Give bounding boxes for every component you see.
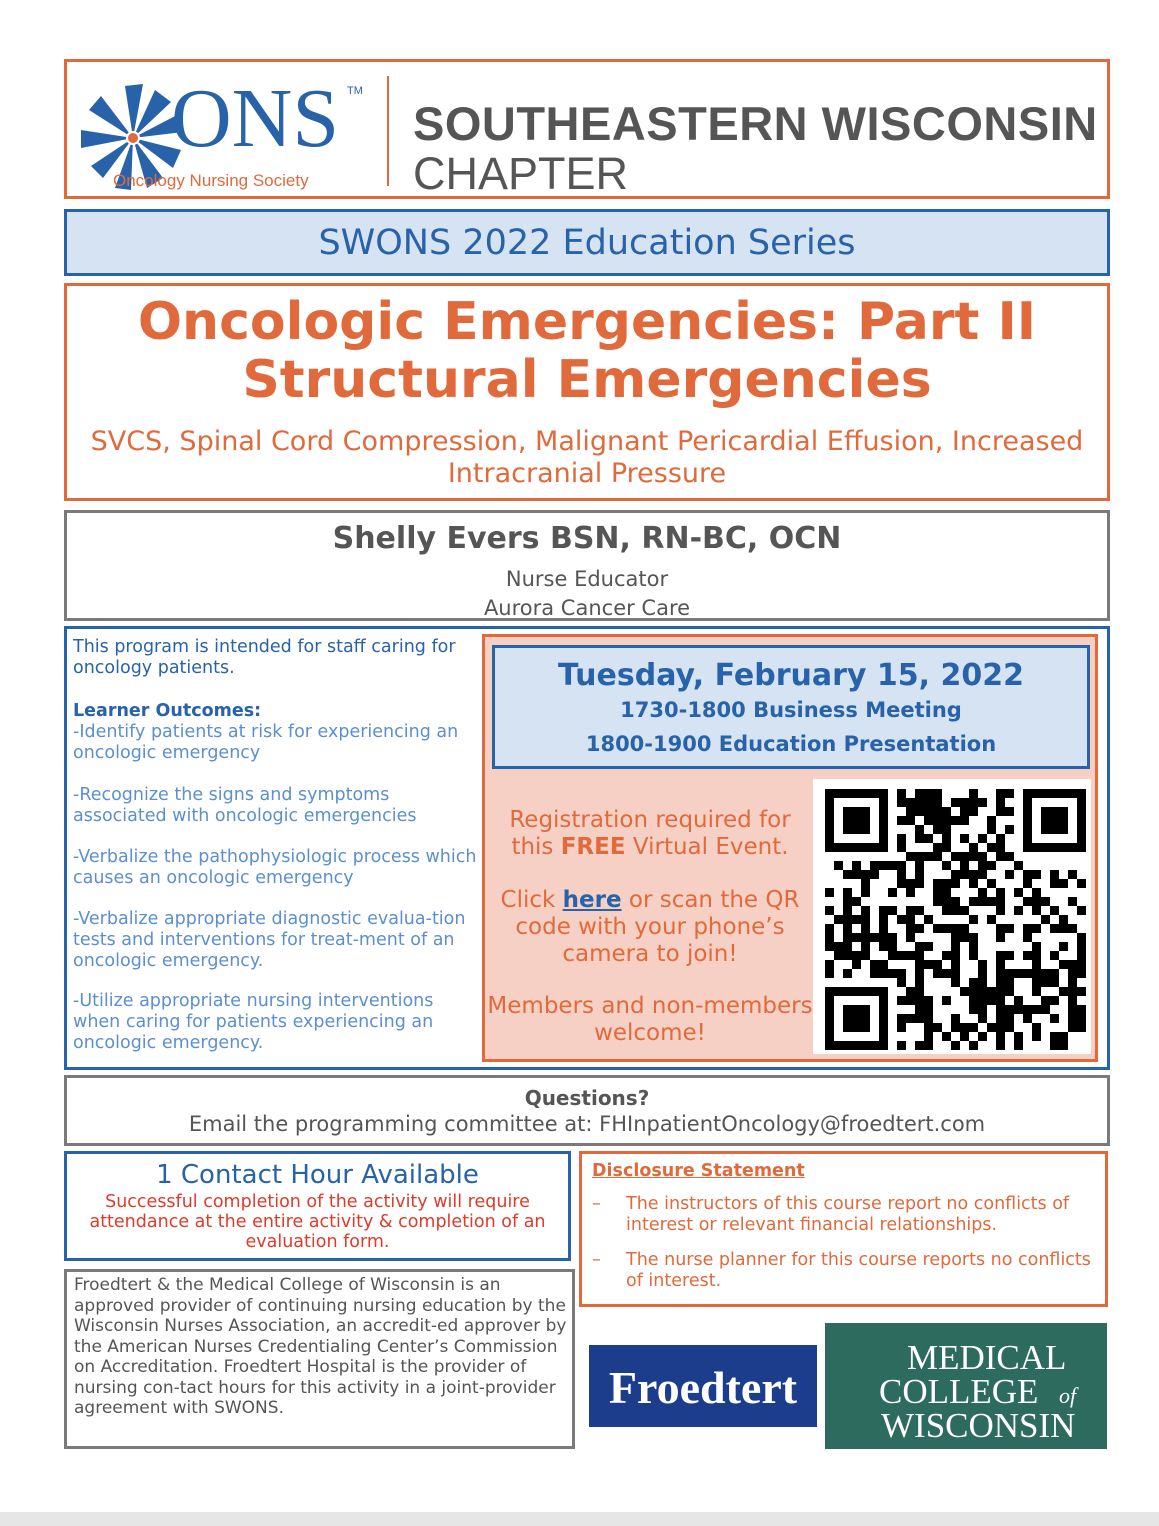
disclosure-text: The nurse planner for this course reports no conflicts of interest.	[626, 1250, 1091, 1291]
contact-hour-text: Successful completion of the activity will require attendance at the entire activity & completion of an evaluation form.	[89, 1192, 546, 1252]
outcome-item: -Utilize appropriate nursing interventions when caring for patients experiencing an oncologic emergency.	[73, 991, 434, 1053]
speaker-role: Nurse Educator	[505, 567, 669, 591]
mcw-line3: WISCONSIN	[881, 1406, 1076, 1445]
qr-code[interactable]	[813, 779, 1091, 1054]
event-subtitle: SVCS, Spinal Cord Compression, Malignant Pericardial Effusion, Increased Intracranial Pressure	[90, 426, 1084, 489]
event-details-box	[482, 634, 1098, 1062]
questions-email[interactable]: Email the programming committee at: FHInpatientOncology@froedtert.com	[188, 1112, 986, 1136]
outcome-item: -Verbalize appropriate diagnostic evalua-tion tests and interventions for treat-ment of an oncologic emergency.	[73, 909, 466, 971]
froedtert-mcw-logo	[589, 1323, 1107, 1449]
mcw-line2: COLLEGE	[879, 1372, 1039, 1411]
contact-hour-title: 1 Contact Hour Available	[156, 1160, 479, 1190]
mcw-of: of	[1059, 1383, 1077, 1408]
chapter-header	[64, 59, 1110, 199]
free-label: FREE	[560, 834, 626, 860]
date-box	[492, 645, 1090, 769]
event-title-line2: Structural Emergencies	[242, 350, 932, 410]
program-intro: This program is intended for staff caring for oncology patients.	[73, 637, 456, 678]
education-presentation-time: 1800-1900 Education Presentation	[585, 732, 997, 756]
chapter-label: CHAPTER	[413, 148, 629, 199]
questions-box	[64, 1075, 1110, 1146]
join-instructions: Click here or scan the QR code with your phone’s camera to join!	[500, 887, 800, 967]
disclosure-text: The instructors of this course report no conflicts of interest or relevant financial relationships.	[626, 1194, 1070, 1235]
disclosure-dash: –	[592, 1194, 601, 1214]
contact-hour-box	[64, 1151, 571, 1261]
mcw-line1: MEDICAL	[907, 1338, 1067, 1377]
outcomes-heading: Learner Outcomes:	[73, 701, 262, 721]
disclosure-box	[579, 1151, 1108, 1307]
event-title-line1: Oncologic Emergencies: Part II	[137, 292, 1037, 352]
members-welcome: Members and non-members welcome!	[487, 993, 813, 1046]
registration-link[interactable]: here	[562, 887, 622, 913]
speaker-box	[64, 510, 1110, 621]
ons-logo	[75, 72, 375, 192]
accreditation-box	[64, 1269, 575, 1449]
outcome-item: -Identify patients at risk for experiencing an oncologic emergency	[73, 722, 459, 763]
outcome-item: -Recognize the signs and symptoms associated with oncologic emergencies	[73, 785, 417, 826]
chapter-name: SOUTHEASTERN WISCONSIN	[413, 97, 1098, 150]
ons-trademark: TM	[347, 85, 363, 97]
series-title: SWONS 2022 Education Series	[318, 223, 856, 263]
header-divider	[387, 76, 389, 186]
page-bottom-bar	[0, 1512, 1159, 1526]
outcome-item: -Verbalize the pathophysiologic process which causes an oncologic emergency	[73, 847, 477, 888]
disclosure-title: Disclosure Statement	[592, 1161, 805, 1181]
speaker-name: Shelly Evers BSN, RN-BC, OCN	[332, 521, 842, 556]
event-date: Tuesday, February 15, 2022	[558, 658, 1024, 693]
froedtert-logo-name: Froedtert	[608, 1362, 798, 1413]
series-banner	[64, 209, 1110, 276]
ons-logo-text: ONS	[171, 72, 340, 165]
ons-tagline: Oncology Nursing Society	[113, 171, 309, 190]
disclosure-dash: –	[592, 1250, 601, 1270]
speaker-organization: Aurora Cancer Care	[483, 596, 691, 620]
event-title-box	[64, 283, 1110, 501]
business-meeting-time: 1730-1800 Business Meeting	[620, 698, 962, 722]
registration-text: Registration required for this FREE Virtual Event.	[509, 807, 791, 860]
questions-title: Questions?	[524, 1086, 650, 1110]
accreditation-text: Froedtert & the Medical College of Wisconsin is an approved provider of continuing nursing education by the Wisconsin Nurses Association, an accredit-ed approver by the American Nurses Credentialing Center’s Commission on Accreditation. Froedtert Hospital is the provider of nursing con-tact hours for this activity in a joint-provider agreement with SWONS.	[74, 1275, 567, 1418]
